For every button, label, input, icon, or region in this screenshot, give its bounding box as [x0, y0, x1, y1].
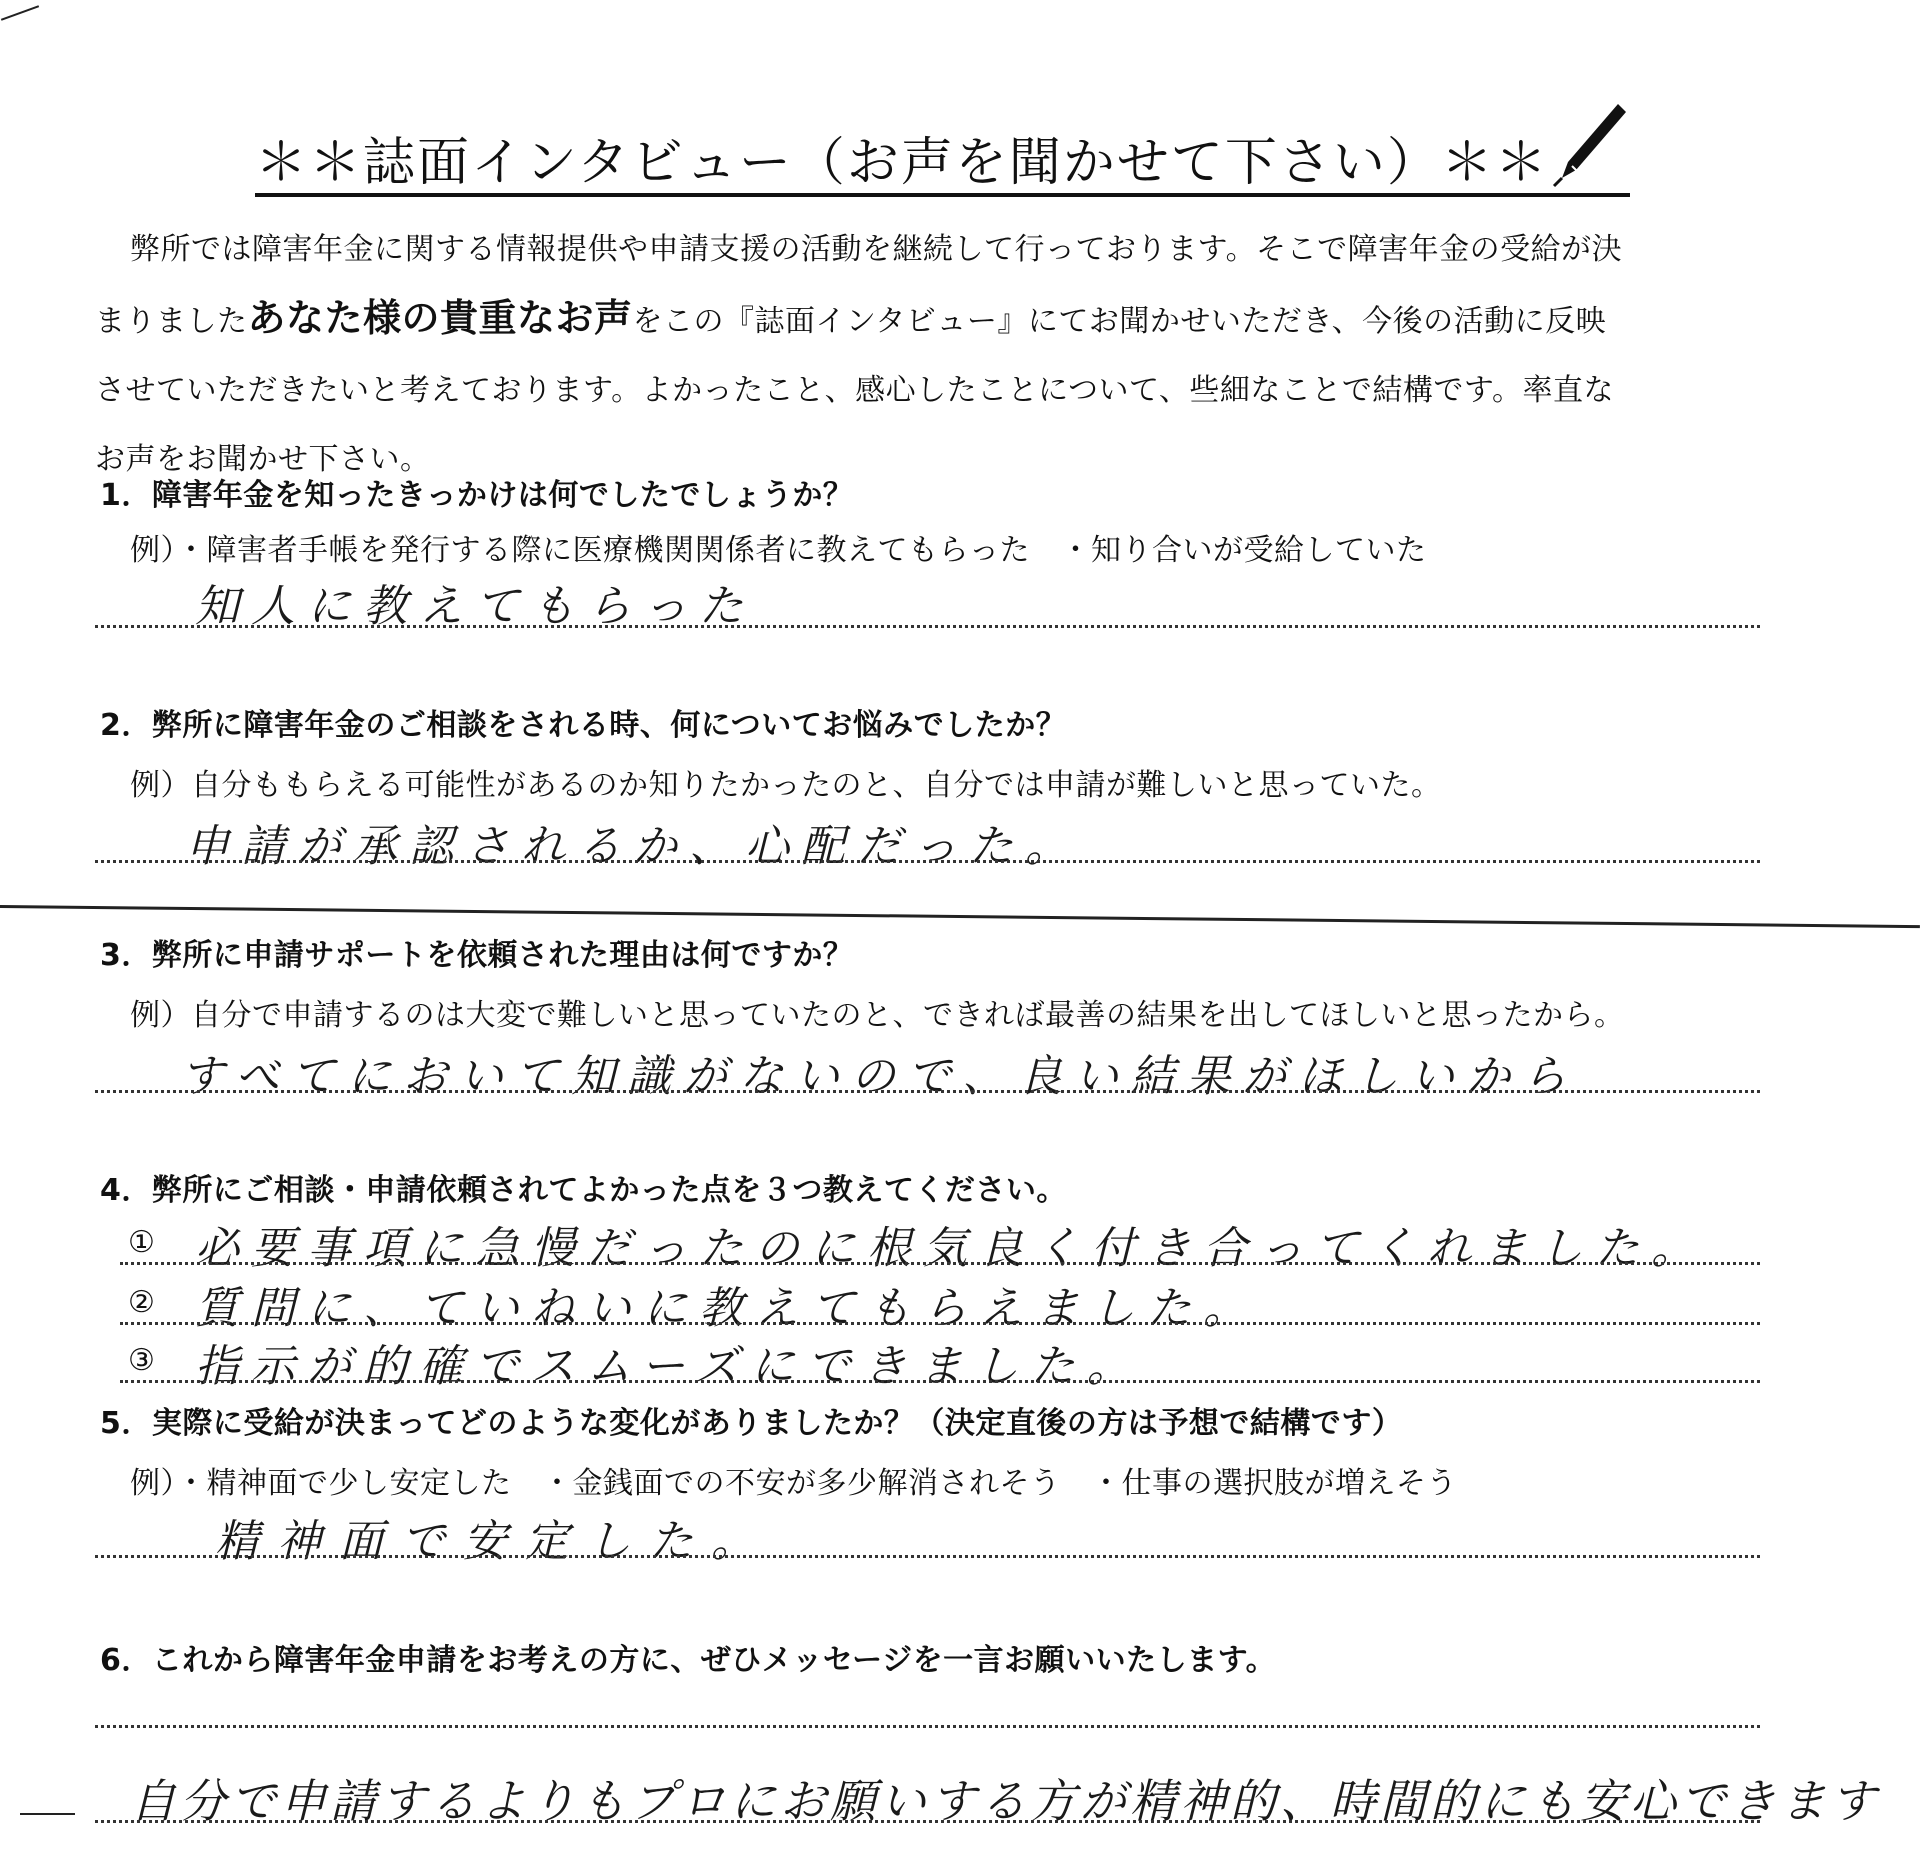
answer-line-6a	[95, 1725, 1760, 1728]
answer-6: 自分で申請するよりもプロにお願いする方が精神的、時間的にも安心できます	[130, 1774, 1880, 1828]
answer-line-4-2	[120, 1322, 1760, 1325]
title-area	[255, 120, 1635, 200]
answer-line-4-1	[120, 1262, 1760, 1265]
answer-4-1: 必要事項に急慢だったのに根気良く付き合ってくれました。	[195, 1223, 1707, 1274]
example-1: 例）・障害者手帳を発行する際に医療機関関係者に教えてもらった ・知り合いが受給していた	[130, 533, 1427, 568]
scan-corner-line	[1, 5, 39, 21]
answer-line-3	[95, 1090, 1760, 1093]
intro-paragraph	[95, 215, 1795, 494]
answer-3: すべてにおいて知識がないので、良い結果がほしいから	[180, 1051, 1579, 1102]
answer-4-2: 質問に、ていねいに教えてもらえました。	[195, 1283, 1259, 1334]
answer-1: 知人に教えてもらった	[195, 581, 755, 632]
example-3: 例）自分で申請するのは大変で難しいと思っていたのと、できれば最善の結果を出してほしいと思ったから。	[130, 998, 1625, 1033]
item-number-1: ①	[128, 1225, 155, 1260]
question-2: 2．弊所に障害年金のご相談をされる時、何についてお悩みでしたか？	[100, 708, 1067, 743]
margin-dash	[20, 1813, 75, 1815]
intro-line-1: 弊所では障害年金に関する情報提供や申請支援の活動を継続して行っております。そこで障害年金の受給が決	[130, 232, 1623, 267]
answer-line-1	[95, 625, 1760, 628]
answer-2: 申請が承認されるか、心配だった。	[185, 821, 1081, 872]
item-number-3: ③	[128, 1343, 155, 1378]
pen-icon	[1548, 100, 1628, 190]
example-2: 例）自分ももらえる可能性があるのか知りたかったのと、自分では申請が難しいと思っていた。	[130, 768, 1442, 803]
answer-5: 精神面で安定した。	[215, 1516, 773, 1567]
intro-line-2-post: をこの『誌面インタビュー』にてお聞かせいただき、今後の活動に反映	[632, 304, 1607, 339]
form-title: ＊＊誌面インタビュー（お声を聞かせて下さい）＊＊	[255, 133, 1549, 193]
question-3: 3．弊所に申請サポートを依頼された理由は何ですか？	[100, 938, 854, 973]
question-5: 5．実際に受給が決まってどのような変化がありましたか？（決定直後の方は予想で結構です）	[100, 1406, 1403, 1441]
answer-line-2	[95, 860, 1760, 863]
answer-4-3: 指示が的確でスムーズにできました。	[195, 1341, 1143, 1392]
item-number-2: ②	[128, 1285, 155, 1320]
question-4: 4．弊所にご相談・申請依頼されてよかった点を３つ教えてください。	[100, 1173, 1067, 1208]
fold-line	[0, 905, 1920, 928]
intro-line-2	[95, 284, 1795, 356]
intro-line-2-pre: まりました	[95, 304, 248, 339]
answer-line-5	[95, 1555, 1760, 1558]
intro-line-4: お声をお聞かせ下さい。	[95, 442, 431, 477]
title-underline	[255, 193, 1630, 197]
example-5: 例）・精神面で少し安定した ・金銭面での不安が多少解消されそう ・仕事の選択肢が増えそう	[130, 1466, 1457, 1501]
answer-line-6b	[95, 1820, 1760, 1823]
intro-line-3: させていただきたいと考えております。よかったこと、感心したことについて、些細なことで結構です。率直な	[95, 373, 1614, 408]
intro-emphasis: あなた様の貴重なお声	[247, 296, 633, 340]
question-1: 1．障害年金を知ったきっかけは何でしたでしょうか？	[100, 478, 854, 513]
answer-line-4-3	[120, 1380, 1760, 1383]
question-6: 6．これから障害年金申請をお考えの方に、ぜひメッセージを一言お願いいたします。	[100, 1643, 1277, 1678]
